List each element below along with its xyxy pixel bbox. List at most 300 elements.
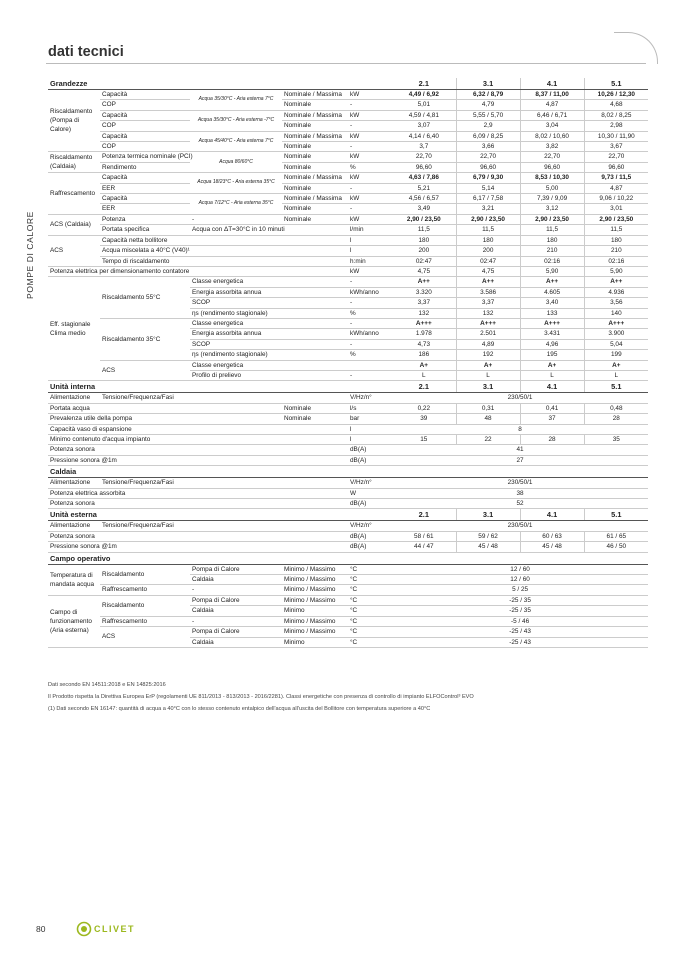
cond-label: Nominale / Massima [282,131,348,141]
value-cell: 3,04 [520,121,584,131]
value-cell: 4,87 [520,100,584,110]
value-cell: 3,37 [392,298,456,308]
cond-label [282,424,348,434]
spec-row [48,360,648,370]
unit-cell: dB(A) [348,542,392,552]
spec-row [48,478,648,488]
unit-cell: - [348,183,392,193]
param-label: Capacità [100,194,190,204]
note: Dati secondo EN 14511:2018 e EN 14825:2016 [48,682,166,688]
subgroup-label: Raffrescamento [100,585,190,595]
cond-label: Nominale [282,403,348,413]
value-cell: 22,70 [456,152,520,162]
section-title: Grandezze [48,78,392,90]
cond-label: Minimo / Massimo [282,627,348,637]
value-cell: 140 [584,308,648,318]
value-cell: 5,00 [520,183,584,193]
notes [48,682,648,718]
param-detail [100,455,282,465]
cond-label: Nominale [282,162,348,172]
value-cell: -5 / 46 [392,616,648,626]
group-label: Temperatura di mandata acqua [48,564,100,595]
value-cell: 22 [456,435,520,445]
cond-label: Nominale / Massima [282,173,348,183]
section-row [48,552,648,564]
spec-row [48,214,648,224]
section-row [48,466,648,478]
param-label: Prevalenza utile della pompa [50,415,133,423]
section-title: Campo operativo [48,552,392,564]
param-label: Pressione sonora @1m [50,456,117,464]
spec-row [48,488,648,498]
param-label: Energia assorbita annua [190,329,282,339]
param-label: Minimo contenuto d'acqua impianto [50,436,151,443]
value-cell: 8,02 / 10,60 [520,131,584,141]
value-cell: 192 [456,350,520,360]
value-cell: 4,49 / 6,92 [392,90,456,100]
unit-cell: kW [348,110,392,120]
unit-cell: °C [348,606,392,616]
spec-row [48,204,648,214]
value-cell: 11,5 [584,225,648,235]
value-cell: -25 / 35 [392,606,648,616]
value-cell: A++ [584,277,648,287]
cond-label [282,521,348,531]
unit-cell: °C [348,575,392,585]
value-cell: 4,75 [456,266,520,276]
spec-row [48,173,648,183]
unit-cell: kW [348,152,392,162]
unit-cell: dB(A) [348,445,392,455]
spec-row [48,183,648,193]
value-cell: 210 [520,246,584,256]
model-header: 3.1 [456,78,520,90]
value-cell: 0,48 [584,403,648,413]
blank-cell [392,552,648,564]
section-title: Caldaia [48,466,392,478]
value-cell: 11,5 [456,225,520,235]
cond-label: Nominale / Massima [282,90,348,100]
value-cell: 3,37 [456,298,520,308]
condition-cell: Acqua 45/40°C - Aria esterna 7°C [190,131,282,152]
value-cell: 3,7 [392,142,456,152]
value-cell: 58 / 61 [392,531,456,541]
value-cell: 96,60 [584,162,648,172]
unit-cell: % [348,350,392,360]
subgroup-label: ACS [100,360,190,381]
value-cell: A+ [520,360,584,370]
cond-label: Nominale [282,414,348,424]
param-detail: Tensione/Frequenza/Fasi [100,478,282,488]
side-section-label: POMPE DI CALORE [25,211,35,299]
value-cell: A+++ [456,318,520,328]
unit-cell: kW [348,90,392,100]
title-rule [46,63,646,64]
param-label: Capacità [100,173,190,183]
unit-cell: W [348,488,392,498]
spec-row [48,246,648,256]
value-cell: 15 [392,435,456,445]
cond-label [282,542,348,552]
value-cell: 44 / 47 [392,542,456,552]
blank-cell [282,350,348,360]
value-cell: 4,63 / 7,86 [392,173,456,183]
condition-cell: Acqua 18/23°C - Aria esterna 35°C [190,173,282,194]
value-cell: 96,60 [520,162,584,172]
param-label: ηs (rendimento stagionale) [190,350,282,360]
value-cell: 12 / 60 [392,575,648,585]
unit-cell: °C [348,637,392,647]
param-detail: Tensione/Frequenza/Fasi [100,393,282,403]
value-cell: 22,70 [520,152,584,162]
value-cell: 02:47 [456,256,520,266]
value-cell: 22,70 [392,152,456,162]
value-cell: 3,49 [392,204,456,214]
spec-row [48,100,648,110]
subgroup-label: Riscaldamento 35°C [100,318,190,360]
value-cell: -25 / 43 [392,627,648,637]
value-cell: 5,04 [584,339,648,349]
value-cell: 2,90 / 23,50 [584,214,648,224]
page-number: 80 [36,924,46,934]
model-header: 3.1 [456,509,520,521]
spec-row [48,445,648,455]
value-cell: 3,56 [584,298,648,308]
param-label: Potenza sonora [48,445,100,455]
group-label: Riscaldamento (Pompa di Calore) [48,90,100,152]
param-label: Classe energetica [190,277,282,287]
value-cell: 28 [584,414,648,424]
param-label: Alimentazione [48,393,100,403]
brand-name: CLIVET [94,924,136,934]
value-cell: 4,96 [520,339,584,349]
param-label: COP [100,100,190,110]
spec-row [48,318,648,328]
param-label: Potenza sonora [48,499,100,509]
param-detail [100,542,282,552]
blank-cell [282,329,348,339]
spec-row [48,90,648,100]
unit-cell: kW [348,266,392,276]
value-cell: 0,41 [520,403,584,413]
condition-cell: Acqua 80/60°C [190,152,282,173]
value-cell: 4.936 [584,287,648,297]
model-header: 4.1 [520,509,584,521]
value-cell: 9,06 / 10,22 [584,194,648,204]
value-cell: 52 [392,499,648,509]
cond-label: Nominale [282,121,348,131]
spec-row [48,277,648,287]
subgroup-label: Raffrescamento [100,616,190,626]
param-label: COP [100,142,190,152]
unit-cell: kW [348,131,392,141]
value-cell: 0,22 [392,403,456,413]
model-header: 5.1 [584,381,648,393]
spec-row [48,152,648,162]
param-label: Potenza termica nominale (PCI) [102,153,193,161]
model-header: 2.1 [392,78,456,90]
spec-row [48,235,648,245]
spec-row [48,627,648,637]
title-rule-curve [614,32,658,64]
param-label: Rendimento [100,162,190,172]
value-cell: 3,40 [520,298,584,308]
spec-row [48,131,648,141]
value-cell: 8,02 / 8,25 [584,110,648,120]
param-label: ηs (rendimento stagionale) [190,308,282,318]
cond-label [282,499,348,509]
value-cell: L [520,370,584,380]
param-label: EER [100,204,190,214]
value-cell: 6,09 / 8,25 [456,131,520,141]
unit-cell: °C [348,595,392,605]
value-cell: 3,66 [456,142,520,152]
param-label: Portata acqua [48,403,100,413]
spec-row [48,424,648,434]
value-cell: 180 [584,235,648,245]
blank-cell [190,246,348,256]
cond-label [282,435,348,445]
blank-cell [190,256,348,266]
spec-row [48,393,648,403]
spec-row [48,564,648,574]
param-detail [100,499,282,509]
blank-cell [282,287,348,297]
value-cell: 5,90 [584,266,648,276]
param-label: Tempo di riscaldamento [100,256,190,266]
value-cell: 3.431 [520,329,584,339]
value-cell: 2.501 [456,329,520,339]
value-cell: 195 [520,350,584,360]
model-header: 2.1 [392,381,456,393]
blank-cell [282,277,348,287]
group-label: ACS (Caldaia) [48,214,100,235]
param-label: SCOP [190,339,282,349]
model-header: 4.1 [520,381,584,393]
cond-label [282,531,348,541]
param-label: Potenza elettrica assorbita [50,489,126,497]
spec-row [48,110,648,120]
value-cell: A++ [392,277,456,287]
value-cell: 12 / 60 [392,564,648,574]
source-label: Caldaia [190,575,282,585]
spec-row [48,414,648,424]
blank-cell [282,318,348,328]
value-cell: 22,70 [584,152,648,162]
value-cell: 46 / 50 [584,542,648,552]
blank-cell [282,266,348,276]
blank-cell [282,370,348,380]
value-cell: 4,56 / 6,57 [392,194,456,204]
spec-row [48,121,648,131]
cond-label: Nominale [282,183,348,193]
cond-label [282,445,348,455]
unit-cell: - [348,339,392,349]
param-label: SCOP [190,298,282,308]
value-cell: 45 / 48 [456,542,520,552]
value-cell: 59 / 62 [456,531,520,541]
group-label: ACS [48,235,100,266]
value-cell: 60 / 63 [520,531,584,541]
value-cell: 35 [584,435,648,445]
value-cell: 96,60 [456,162,520,172]
value-cell: 4,59 / 4,81 [392,110,456,120]
value-cell: 3,82 [520,142,584,152]
blank-cell [282,298,348,308]
unit-cell: °C [348,564,392,574]
section-title: Unità esterna [48,509,392,521]
param-detail [100,445,282,455]
condition-cell: Acqua 35/30°C - Aria esterna 7°C [190,90,282,111]
unit-cell: l [348,246,392,256]
unit-cell: h:min [348,256,392,266]
section-title: Unità interna [48,381,392,393]
param-label: Energia assorbita annua [190,287,282,297]
cond-label [282,393,348,403]
value-cell: 7,39 / 9,09 [520,194,584,204]
value-cell: 132 [456,308,520,318]
value-cell: 5,90 [520,266,584,276]
value-cell: 6,17 / 7,58 [456,194,520,204]
unit-cell: - [348,318,392,328]
unit-cell: dB(A) [348,455,392,465]
unit-cell: - [348,204,392,214]
value-cell: 10,26 / 12,30 [584,90,648,100]
spec-row [48,531,648,541]
cond-label: Nominale [282,100,348,110]
unit-cell: - [348,277,392,287]
param-label: COP [100,121,190,131]
cond-label: Minimo / Massimo [282,616,348,626]
value-cell: 3.320 [392,287,456,297]
model-header: 2.1 [392,509,456,521]
param-detail [100,403,282,413]
param-label: Acqua miscelata a 40°C (V40)¹ [102,247,190,255]
value-cell: -25 / 43 [392,637,648,647]
cond-label: Minimo / Massimo [282,585,348,595]
unit-cell: V/Hz/n° [348,478,392,488]
value-cell: 37 [520,414,584,424]
cond-label: Minimo [282,637,348,647]
param-detail [100,531,282,541]
unit-cell [348,360,392,370]
spec-row [48,542,648,552]
spec-row [48,142,648,152]
value-cell: 5 / 25 [392,585,648,595]
value-cell: 48 [456,414,520,424]
source-label: Pompa di Calore [190,627,282,637]
param-detail [100,488,282,498]
value-cell: 4,87 [584,183,648,193]
condition-cell: - [190,214,282,224]
subgroup-label: Riscaldamento 55°C [100,277,190,319]
value-cell: 10,30 / 11,90 [584,131,648,141]
cond-label: Nominale / Massima [282,110,348,120]
value-cell: 180 [520,235,584,245]
value-cell: 38 [392,488,648,498]
value-cell: 4,75 [392,266,456,276]
value-cell: 39 [392,414,456,424]
value-cell: 4,68 [584,100,648,110]
cond-label: Minimo / Massimo [282,595,348,605]
value-cell: 0,31 [456,403,520,413]
value-cell: 27 [392,455,648,465]
param-label: Potenza elettrica per dimensionamento contatore [48,266,282,276]
value-cell: 4,79 [456,100,520,110]
cond-label: Nominale / Massima [282,194,348,204]
param-label: Alimentazione [48,521,100,531]
unit-cell: - [348,121,392,131]
value-cell: 11,5 [392,225,456,235]
value-cell: 133 [520,308,584,318]
value-cell: 4,73 [392,339,456,349]
unit-cell: V/Hz/n° [348,393,392,403]
unit-cell: V/Hz/n° [348,521,392,531]
source-label: - [190,616,282,626]
unit-cell: l [348,435,392,445]
value-cell: L [392,370,456,380]
value-cell: -25 / 35 [392,595,648,605]
model-header: 5.1 [584,509,648,521]
blank-cell [282,308,348,318]
value-cell: 200 [392,246,456,256]
spec-row [48,162,648,172]
spec-row [48,403,648,413]
cond-label [282,478,348,488]
value-cell: 199 [584,350,648,360]
param-label: Portata specifica [100,225,190,235]
spec-row [48,521,648,531]
value-cell: 4.605 [520,287,584,297]
unit-cell: kWh/anno [348,329,392,339]
unit-cell: % [348,162,392,172]
unit-cell: - [348,142,392,152]
group-label: Eff. stagionale Clima medio [48,277,100,381]
value-cell: 3,12 [520,204,584,214]
value-cell: 6,79 / 9,30 [456,173,520,183]
source-label: Caldaia [190,637,282,647]
section-row [48,381,648,393]
cond-label: Minimo / Massimo [282,575,348,585]
blank-cell [282,339,348,349]
unit-cell: dB(A) [348,499,392,509]
spec-row [48,266,648,276]
spec-row [48,616,648,626]
blank-cell [392,466,648,478]
value-cell: 02:47 [392,256,456,266]
param-label: Capacità [100,131,190,141]
value-cell: 45 / 48 [520,542,584,552]
value-cell: 180 [456,235,520,245]
value-cell: 96,60 [392,162,456,172]
spec-row [48,455,648,465]
value-cell: 3.586 [456,287,520,297]
cond-label [282,455,348,465]
value-cell: L [456,370,520,380]
page-title: dati tecnici [48,44,124,60]
spec-row [48,256,648,266]
value-cell: 200 [456,246,520,256]
value-cell: 3,67 [584,142,648,152]
value-cell: 28 [520,435,584,445]
param-label: Profilo di prelievo [190,370,282,380]
subgroup-label: ACS [100,627,190,648]
spec-row [48,499,648,509]
value-cell: 180 [392,235,456,245]
value-cell: 9,73 / 11,5 [584,173,648,183]
param-label: Capacità netta bollitore [100,235,190,245]
value-cell: 186 [392,350,456,360]
